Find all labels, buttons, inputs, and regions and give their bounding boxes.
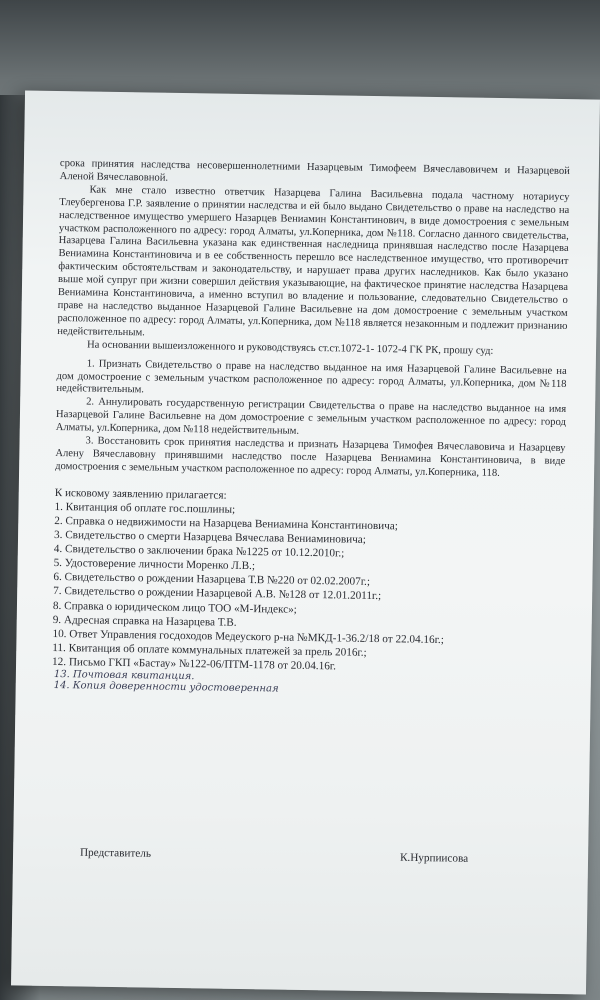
- attachment-item: 3. Свидетельство о смерти Назарцева Вячеслава Вениаминовича;: [53, 528, 366, 546]
- request-item-2: 2. Аннулировать государственную регистрации Свидетельства о праве на наследство выданное на имя Назарцевой Галине Васильевне на дом домостроение с земельным участком расположенное по адресу: город Алматы, ул.Коперника, дом №118 недействительным.: [55, 396, 567, 437]
- attachments-title: К исковому заявлению прилагается:: [54, 486, 227, 502]
- document-body: [52, 158, 570, 699]
- attachment-item: 1. Квитанция об оплате гос.пошлины;: [54, 500, 236, 516]
- attachments-list: [52, 486, 565, 699]
- attachment-item: 2. Справка о недвижимости на Назарцева Вениамина Константиновича;: [54, 514, 398, 533]
- attachment-item: 12. Письмо ГКП «Бастау» №122-06/ПТМ-1178 от 20.04.16г.: [51, 655, 337, 673]
- attachment-item: 4. Свидетельство о заключении брака №1225 от 10.12.2010г.;: [53, 543, 345, 560]
- attachment-item: 9. Адресная справка на Назарцева Т.В.: [52, 613, 237, 629]
- intro-text: срока принятия наследства несовершеннолетними Назарцевым Тимофеем Вячеславовичем и Назарцевой Аленой Вячеславовной.: [59, 158, 570, 184]
- paragraph-2: На основании вышеизложенного и руководствуясь ст.ст.1072-1- 1072-4 ГК РК, прошу суд:: [86, 339, 494, 357]
- signature-label: Представитель: [79, 846, 152, 860]
- handwritten-note: 13. Почтовая квитанция.: [53, 668, 195, 683]
- signature-name: К.Нурпиисова: [399, 851, 469, 865]
- paragraph-1: Как мне стало известно ответчик Назарцева Галина Васильевна подала частному нотариусу Тлеубергенова Г.Р. заявление о принятии наследства и ей было выдано Свидетельство о праве на наследство на наследственное имущество умершего Назарцев Вениамин Константинович, в виде домостроения с земельным участком расположенного по адресу: город Алматы, ул.Коперника, дом №118. Согласно данного свидетельства, Назарцева Галина Васильевна указана как единственная наследница принявшая наследство после Назарцева Вениамина Константиновича и в ее собственность перешло все наследственное имущество, что противоречит фактическим обстоятельствам и законодательству, и нарушает права других наследников. Как было указано выше мой супруг при жизни совершил действия указывающие, на фактическое принятие наследства Назарцева Вениамина Константиновича, а именно вступил во владение и пользование, следовательно Свидетельство о праве на наследство выданное Назарцевой Галине Васильевне на дом домостроение с земельным участком расположенное по адресу: город Алматы, ул.Коперника, дом №118 является незаконным и подлежит признанию недействительным.: [57, 184, 570, 339]
- attachment-item: 10. Ответ Управления госдоходов Медеуского р-на №МКД-1-36.2/18 от 22.04.16г.;: [52, 627, 444, 646]
- attachment-item: 7. Свидетельство о рождении Назарцевой А.В. №128 от 12.01.2011г.;: [53, 585, 382, 603]
- attachment-item: 5. Удостоверение личности Моренко Л.В.;: [53, 557, 256, 573]
- attachment-item: 6. Свидетельство о рождении Назарцева Т.В №220 от 02.02.2007г.;: [53, 571, 371, 589]
- attachment-item: 11. Квитанция об оплате коммунальных платежей за прель 2016г.;: [52, 641, 367, 659]
- request-item-1: 1. Признать Свидетельство о праве на наследство выданное на имя Назарцевой Галине Васильевне на дом домостроение с земельным участком расположенное по адресу: город Алматы, ул.Коперника, дом №118 недействительным.: [56, 358, 567, 396]
- attachment-item: 8. Справка о юридическом лицо ТОО «М-Индекс»;: [52, 599, 297, 616]
- request-item-3: 3. Восстановить срок принятия наследства и признать Назарцева Тимофея Вячеславовича и Назарцеву Алену Вячеславовну принявшими наследство после Назарцева Вениамина Константиновича, в виде домостроения с земельным участком расположенное по адресу: город Алматы, ул.Коперника, 118.: [55, 435, 566, 479]
- handwritten-note: 14. Копия доверенности удостоверенная: [53, 679, 279, 695]
